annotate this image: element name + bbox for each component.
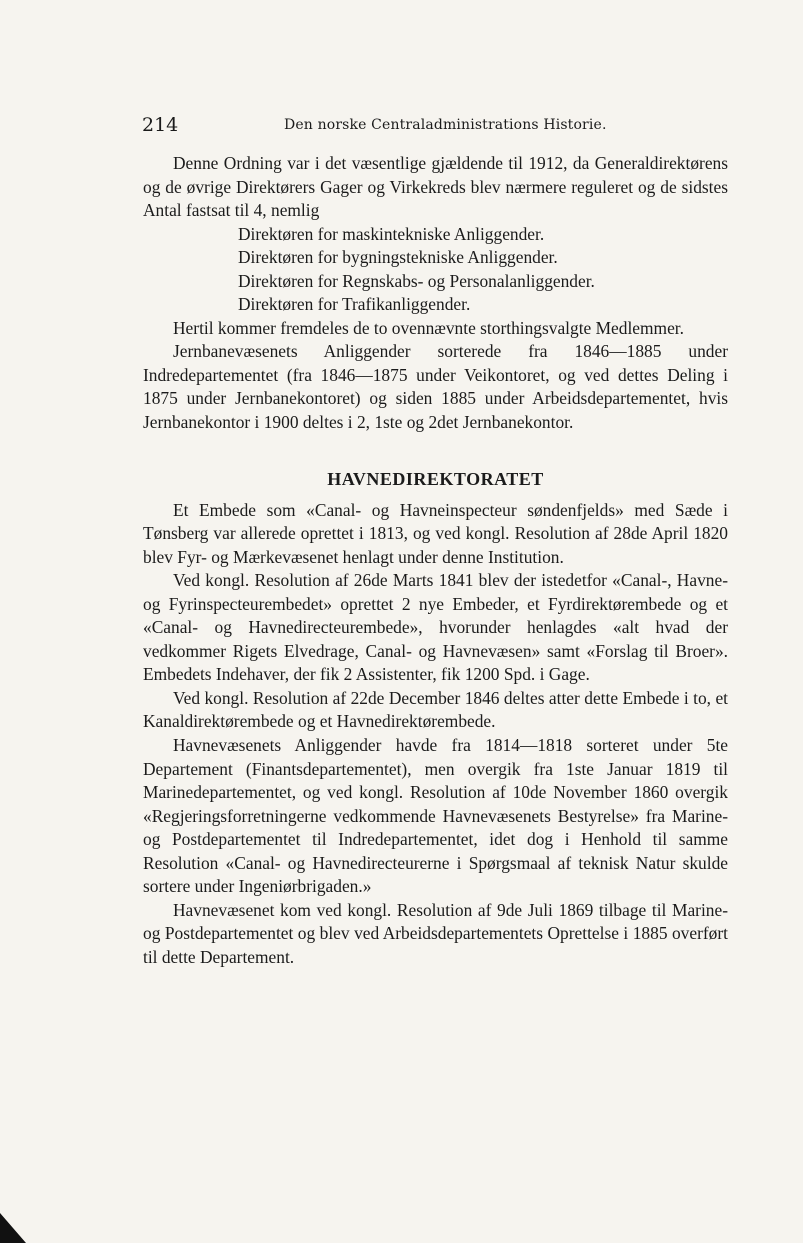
paragraph-havnevaesen-1869: Havnevæsenet kom ved kongl. Resolution af 9de Juli 1869 tilbage til Marine- og Postdepartementet og blev ved Arbeidsdepartementets Oprettelse i 1885 overført til dette Departement. <box>143 899 728 967</box>
director-list-item: Direktøren for Regnskabs- og Personalanliggender. <box>238 270 595 291</box>
paragraph-ordning: Denne Ordning var i det væsentlige gjældende til 1912, da Generaldirektørens og de øvrige Direktørers Gager og Virkekreds blev nærmere reguleret og de sidstes Antal fastsat til 4, nemlig <box>143 153 728 221</box>
paragraph-1841: Ved kongl. Resolution af 26de Marts 1841 blev der istedetfor «Canal-, Havne- og Fyrinspecteurembedet» oprettet 2 nye Embeder, et Fyrdirektørembede og et «Canal- og Havnedirecteurembede», hvorunder henlagdes «alt hvad der vedkommer Rigets Elvedrage, Canal- og Havnevæsen» samt «Forslag til Broer». Embedets Indehaver, der fik 2 Assistenter, fik 1200 Spd. i Gage. <box>143 570 728 685</box>
director-list-item: Direktøren for bygningstekniske Anliggender. <box>238 247 558 268</box>
paragraph-embede: Et Embede som «Canal- og Havneinspecteur søndenfjelds» med Sæde i Tønsberg var allerede oprettet i 1813, og ved kongl. Resolution af 28de April 1820 blev Fyr- og Mærkevæsenet henlagt under denne Institution. <box>143 499 728 567</box>
paragraph-1846: Ved kongl. Resolution af 22de December 1846 deltes atter dette Embede i to, et Kanaldirektørembede og et Havnedirektørembede. <box>143 687 728 732</box>
director-list-item: Direktøren for maskintekniske Anliggender. <box>238 223 545 244</box>
running-title: Den norske Centraladministrations Historie. <box>284 117 607 133</box>
director-list-item: Direktøren for Trafikanliggender. <box>238 294 471 315</box>
page-corner-shadow <box>0 1213 26 1243</box>
page-number: 214 <box>142 114 179 136</box>
section-heading: HAVNEDIREKTORATET <box>327 468 544 489</box>
paragraph-hertil: Hertil kommer fremdeles de to ovennævnte storthingsvalgte Medlemmer. <box>173 317 684 338</box>
paragraph-havnevaesen-1814: Havnevæsenets Anliggender havde fra 1814—1818 sorteret under 5te Departement (Finantsdepartementet), men overgik fra 1ste Januar 1819 til Marinedepartementet, og ved kongl. Resolution af 10de November 1860 overgik «Regjeringsforretningerne vedkommende Havnevæsenets Bestyrelse» fra Marine- og Postdepartementet til Indredepartementet, idet dog i Henhold til samme Resolution «Canal- og Havnedirecteurerne i Spørgsmaal af teknisk Natur skulde sortere under Ingeniørbrigaden.» <box>143 735 728 897</box>
body-text <box>143 152 728 970</box>
paragraph-jernbane: Jernbanevæsenets Anliggender sorterede fra 1846—1885 under Indredepartementet (fra 1846—1875 under Veikontoret, og ved dettes Deling i 1875 under Jernbanekontoret) og siden 1885 under Arbeidsdepartementet, hvis Jernbanekontor i 1900 deltes i 2, 1ste og 2det Jernbanekontor. <box>143 341 728 433</box>
running-header <box>142 114 612 140</box>
